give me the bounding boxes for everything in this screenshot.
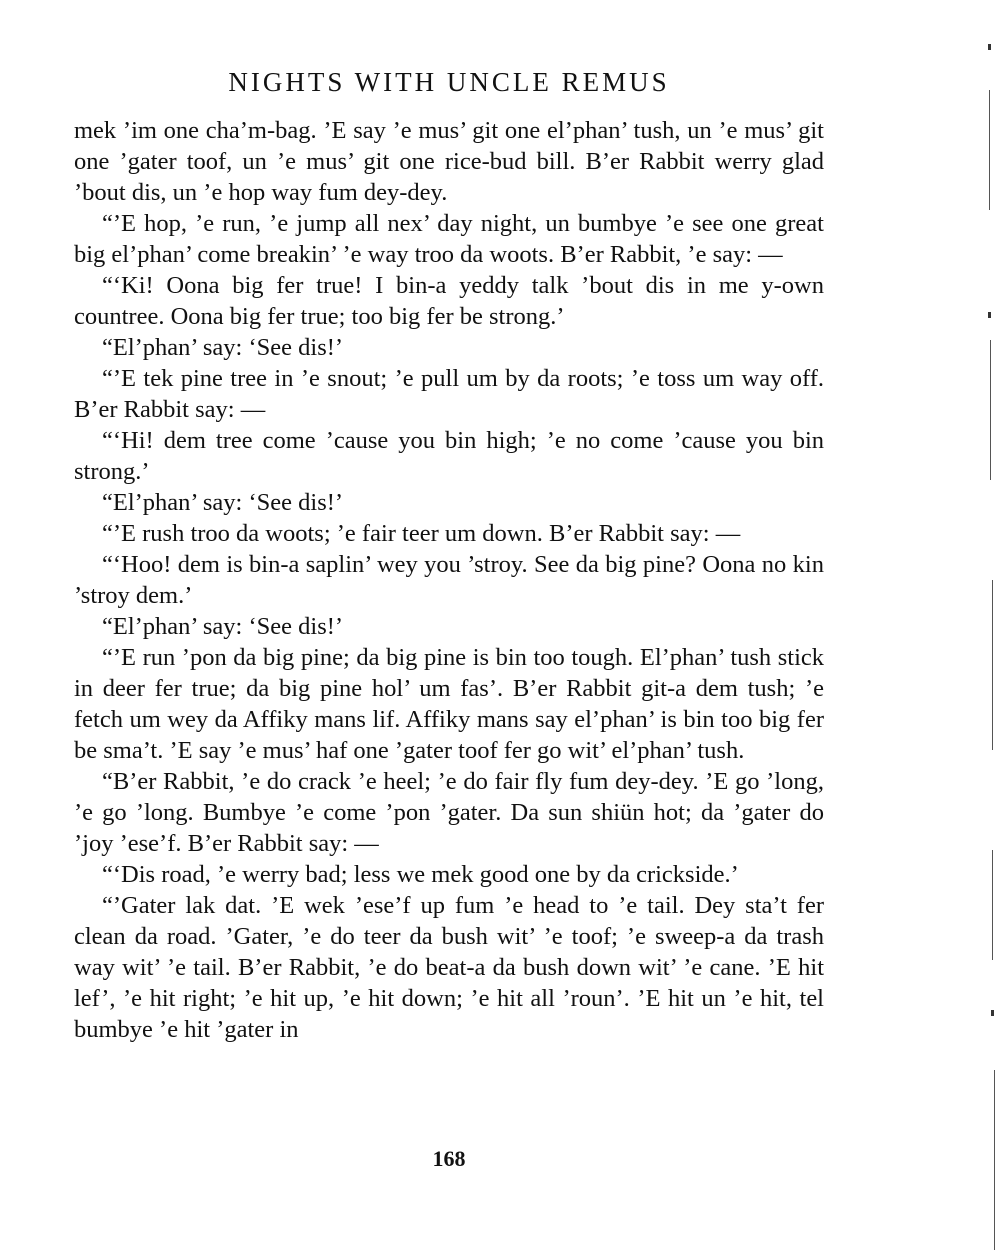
- scan-edge-line: [990, 340, 991, 480]
- scan-edge-mark: [988, 312, 991, 318]
- page-number: 168: [432, 1146, 466, 1171]
- paragraph: “’E run ’pon da big pine; da big pine is bin too tough. El’phan’ tush stick in deer fer true; da big pine hol’ um fas’. B’er Rabbit git-a dem tush; ’e fetch um wey da Affiky mans lif. Affiky mans say el’phan’ is bin too big fer be sma’t. ’E say ’e mus’ haf one ’gater toof fer go wit’ el’phan’ tush.: [74, 644, 824, 764]
- paragraph: “‘Hi! dem tree come ’cause you bin high; ’e no come ’cause you bin strong.’: [74, 427, 824, 485]
- paragraph: “‘Ki! Oona big fer true! I bin-a yeddy talk ’bout dis in me y-own countree. Oona big fer true; too big fer be strong.’: [74, 272, 824, 330]
- paragraph: “El’phan’ say: ‘See dis!’: [102, 334, 344, 361]
- paragraph: “’E tek pine tree in ’e snout; ’e pull um by da roots; ’e toss um way off. B’er Rabbit say: —: [74, 365, 824, 423]
- paragraph: “B’er Rabbit, ’e do crack ’e heel; ’e do fair fly fum dey-dey. ’E go ’long, ’e go ’long. Bumbye ’e come ’pon ’gater. Da sun shiün hot; da ’gater do ’joy ’ese’f. B’er Rabbit say: —: [74, 768, 824, 857]
- body-text: [74, 115, 824, 1045]
- paragraph: “’E rush troo da woots; ’e fair teer um down. B’er Rabbit say: —: [102, 520, 741, 547]
- scan-edge-line: [994, 1070, 995, 1250]
- paragraph: mek ’im one cha’m-bag. ’E say ’e mus’ git one el’phan’ tush, un ’e mus’ git one ’gater toof, un ’e mus’ git one rice-bud bill. B’er Rabbit werry glad ’bout dis, un ’e hop way fum dey-dey.: [74, 117, 824, 206]
- paragraph: “’Gater lak dat. ’E wek ’ese’f up fum ’e head to ’e tail. Dey sta’t fer clean da road. ’Gater, ’e do teer da bush wit’ ’e toof; ’e sweep-a da trash way wit’ ’e tail. B’er Rabbit, ’e do beat-a da bush down wit’ ’e cane. ’E hit lef’, ’e hit right; ’e hit up, ’e hit down; ’e hit all ’roun’. ’E hit un ’e hit, tel bumbye ’e hit ’gater in: [74, 892, 824, 1043]
- scan-edge-line: [992, 850, 993, 960]
- paragraph: “‘Hoo! dem is bin-a saplin’ wey you ’stroy. See da big pine? Oona no kin ’stroy dem.’: [74, 551, 824, 609]
- scan-edge-mark: [991, 1010, 994, 1016]
- running-head: NIGHTS WITH UNCLE REMUS: [228, 67, 670, 97]
- paragraph: “El’phan’ say: ‘See dis!’: [102, 489, 344, 516]
- paragraph: “‘Dis road, ’e werry bad; less we mek good one by da crickside.’: [102, 861, 739, 888]
- paragraph: “’E hop, ’e run, ’e jump all nex’ day night, un bumbye ’e see one great big el’phan’ come breakin’ ’e way troo da woots. B’er Rabbit, ’e say: —: [74, 210, 824, 268]
- scan-edge-line: [989, 90, 990, 210]
- paragraph: “El’phan’ say: ‘See dis!’: [102, 613, 344, 640]
- scan-edge-line: [992, 580, 993, 750]
- scan-edge-mark: [988, 44, 991, 50]
